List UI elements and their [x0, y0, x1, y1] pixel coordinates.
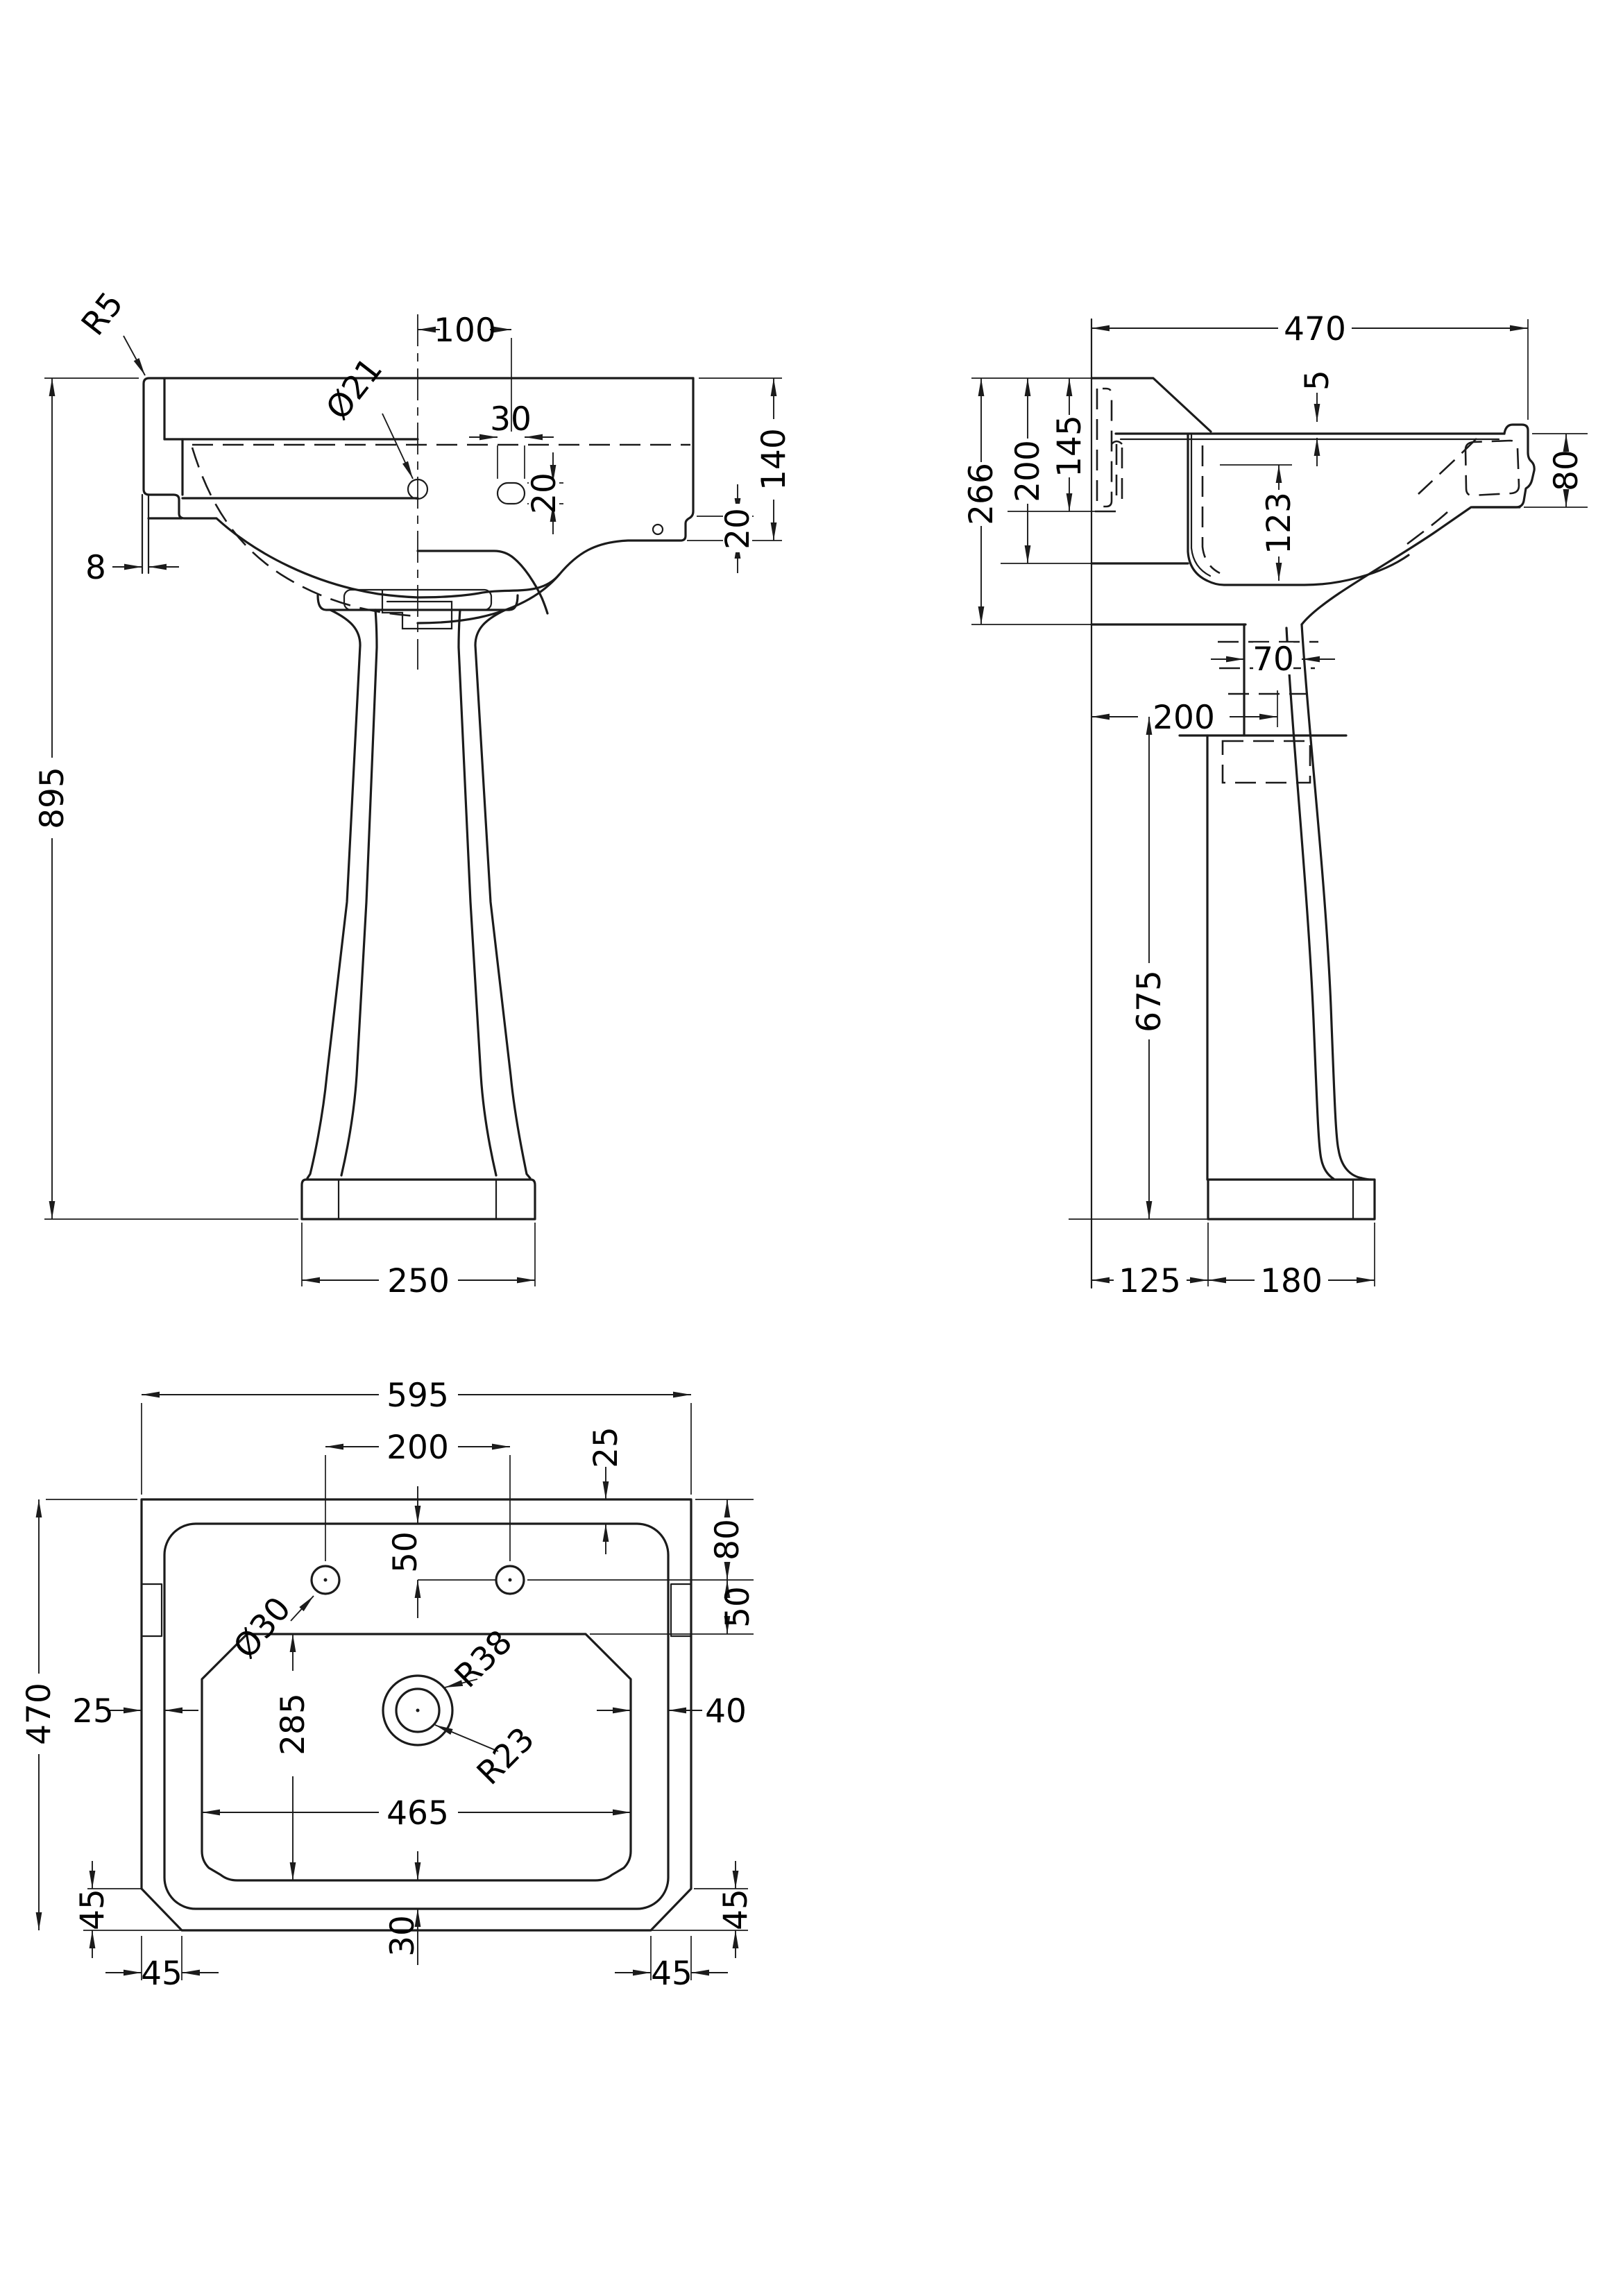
dim-plan-edge-to-holes: 80: [708, 1519, 747, 1561]
dim-front-lip-thickness: 8: [85, 549, 106, 587]
dim-plan-width-overall: 595: [386, 1377, 449, 1415]
dim-plan-holes-to-bowl: 50: [719, 1586, 757, 1628]
dim-plan-bowl-to-rim-bottom: 30: [384, 1915, 422, 1957]
dim-front-rim-height: 140: [755, 428, 793, 491]
dim-side-pedestal-setout: 200: [1153, 699, 1215, 737]
dim-front-slot-height: 20: [525, 473, 563, 514]
plan-waste-center: [416, 1709, 420, 1712]
dim-front-height-overall: 895: [33, 767, 71, 829]
dim-plan-chamfer-left-h: 45: [141, 1955, 182, 1993]
dim-plan-chamfer-right-v: 45: [717, 1889, 755, 1930]
label-front-taphole-diameter: Ø21: [318, 350, 391, 427]
dim-side-front-rim-depth: 80: [1547, 450, 1586, 491]
plan-tap-hole-left-center: [324, 1579, 328, 1582]
plan-tap-hole-right-center: [509, 1579, 512, 1582]
dim-front-taphole-offset: 100: [434, 312, 496, 350]
label-plan-waste-outer-radius: R38: [447, 1622, 520, 1696]
dim-front-pedestal-base-width: 250: [387, 1262, 450, 1300]
dim-plan-taphole-centres: 200: [386, 1429, 449, 1467]
dim-plan-depth-overall: 470: [20, 1683, 58, 1745]
dim-side-depth-overall: 470: [1284, 310, 1346, 348]
dim-plan-chamfer-right-h: 45: [651, 1955, 692, 1993]
dim-side-outlet-width: 70: [1252, 640, 1294, 679]
dim-side-base-depth: 180: [1260, 1262, 1323, 1300]
dim-side-bowl-depth: 123: [1260, 492, 1298, 554]
dim-side-rim-lip: 5: [1298, 370, 1336, 391]
dim-side-wall-to-base: 125: [1119, 1262, 1181, 1300]
dim-front-slot-width: 30: [490, 400, 532, 439]
dim-side-rear-depth: 200: [1009, 440, 1047, 502]
dim-plan-rim-inset-top: 25: [587, 1427, 625, 1468]
dim-plan-holes-offset: 50: [386, 1531, 425, 1573]
dim-plan-bowl-depth: 285: [274, 1693, 312, 1755]
label-front-corner-radius: R5: [74, 284, 131, 343]
dim-front-edge-step: 20: [719, 508, 757, 550]
dim-plan-chamfer-left-v: 45: [74, 1889, 112, 1930]
dim-plan-bowl-width: 465: [386, 1794, 449, 1832]
dim-side-basin-height: 266: [962, 463, 1001, 525]
dim-side-bracket-height: 145: [1051, 415, 1089, 477]
dim-side-floor-to-underside: 675: [1130, 970, 1169, 1032]
label-plan-taphole-diameter: Ø30: [226, 1590, 299, 1666]
dim-plan-bowl-to-rim-right: 40: [705, 1692, 747, 1730]
label-plan-waste-inner-radius: R23: [469, 1719, 543, 1793]
dim-plan-rim-inset-left: 25: [72, 1692, 114, 1730]
